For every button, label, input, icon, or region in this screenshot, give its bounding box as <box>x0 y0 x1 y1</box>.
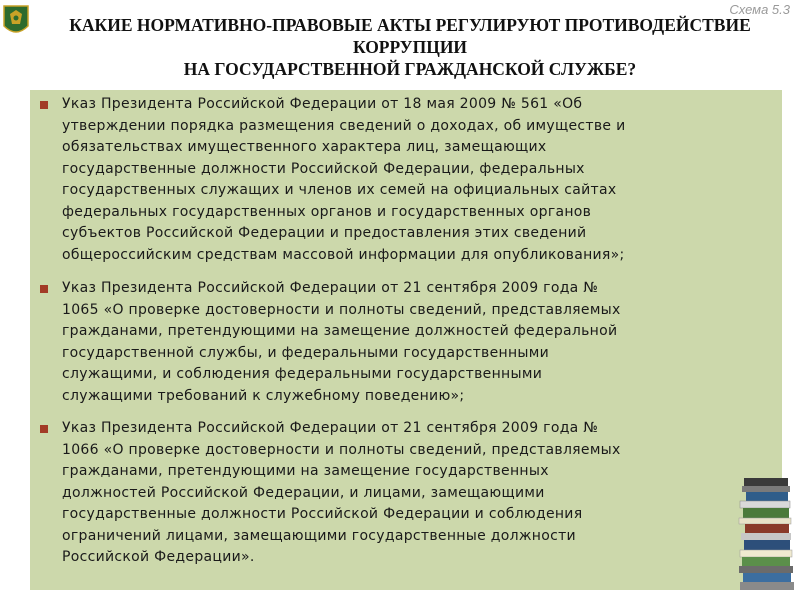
text-line: ограничений лицами, замещающими государственные должности <box>62 527 576 544</box>
title-line: КОРРУПЦИИ <box>352 37 468 57</box>
bullet-square-icon <box>40 285 48 293</box>
text-line: федеральных государственных органов и государственных органов <box>62 203 592 220</box>
text-line: служащими, и соблюдения федеральными государственными <box>62 366 543 382</box>
text-line: гражданами, претендующими на замещение государственных <box>62 463 549 479</box>
content-panel <box>30 90 782 590</box>
text-line: 1065 «О проверке достоверности и полноты сведений, представляемых <box>62 301 621 318</box>
list-item-text <box>62 278 782 407</box>
title-line: НА ГОСУДАРСТВЕННОЙ ГРАЖДАНСКОЙ СЛУЖБЕ? <box>183 59 637 79</box>
text-line: должностей Российской Федерации, и лицами, замещающими <box>62 484 545 501</box>
list-item-text <box>62 94 782 266</box>
bullet-square-icon <box>40 425 48 433</box>
text-line: обязательствах имущественного характера лиц, замещающих <box>62 139 547 155</box>
page-title <box>20 14 800 80</box>
text-line: общероссийским средствам массовой информации для опубликования»; <box>62 246 625 263</box>
text-line: субъектов Российской Федерации и предоставления этих сведений <box>62 225 587 241</box>
book-stack-icon <box>736 474 798 592</box>
text-line: государственных служащих и членов их семей на официальных сайтах <box>62 182 617 198</box>
bullet-square-icon <box>40 101 48 109</box>
text-line: утверждении порядка размещения сведений о доходах, об имуществе и <box>62 117 626 134</box>
text-line: гражданами, претендующими на замещение должностей федеральной <box>62 323 618 339</box>
text-line: государственные должности Российской Федерации и соблюдения <box>62 506 583 522</box>
text-line: Российской Федерации». <box>62 549 255 565</box>
list-item-text <box>62 418 762 569</box>
title-line: КАКИЕ НОРМАТИВНО-ПРАВОВЫЕ АКТЫ РЕГУЛИРУЮТ ПРОТИВОДЕЙСТВИЕ <box>69 15 751 35</box>
text-line: Указ Президента Российской Федерации от 18 мая 2009 № 561 «Об <box>62 96 583 112</box>
text-line: Указ Президента Российской Федерации от 21 сентября 2009 года № <box>62 420 599 436</box>
text-line: Указ Президента Российской Федерации от 21 сентября 2009 года № <box>62 280 599 296</box>
text-line: 1066 «О проверке достоверности и полноты сведений, представляемых <box>62 441 621 458</box>
text-line: государственной службы, и федеральными государственными <box>62 344 550 361</box>
text-line: служащими требований к служебному поведению»; <box>62 387 465 404</box>
text-line: государственные должности Российской Федерации, федеральных <box>62 160 585 177</box>
scheme-label: Схема 5.3 <box>729 2 790 17</box>
